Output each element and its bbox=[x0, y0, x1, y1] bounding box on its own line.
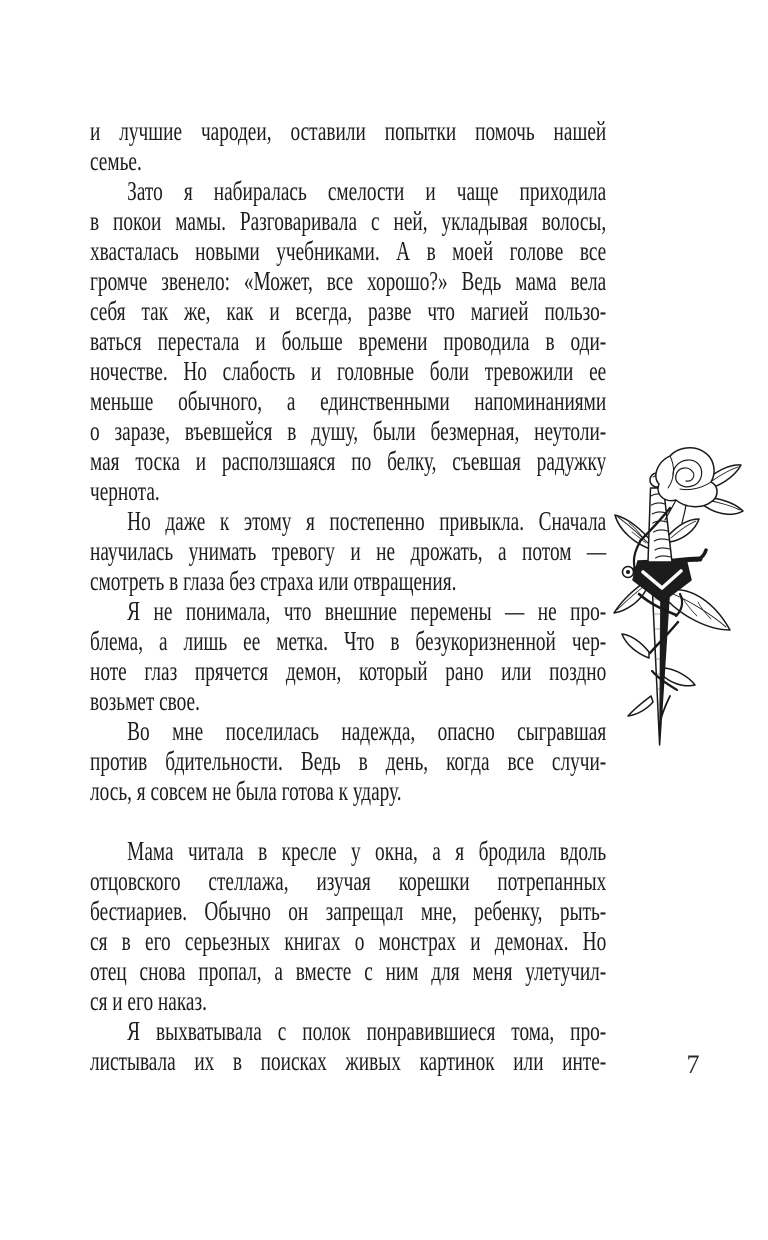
text-line: и лучшие чародеи, оставили попытки помочь нашей bbox=[90, 116, 607, 146]
paragraph bbox=[90, 506, 606, 596]
text-line: ся и его наказ. bbox=[90, 986, 207, 1016]
text-line: в покои мамы. Разговаривала с ней, укладывая волосы, bbox=[90, 206, 607, 236]
text-line: против бдительности. Ведь в день, когда все случи- bbox=[90, 746, 607, 776]
rose-dagger-illustration bbox=[612, 444, 747, 754]
text-line: лось, я совсем не была готова к удару. bbox=[90, 776, 402, 806]
text-line: бестиариев. Обычно он запрещал мне, ребенку, рыть- bbox=[90, 896, 607, 926]
text-line: Но даже к этому я постепенно привыкла. Сначала bbox=[127, 506, 607, 536]
text-line: семье. bbox=[90, 146, 142, 176]
text-line: научилась унимать тревогу и не дрожать, а потом — bbox=[90, 536, 607, 566]
text-line: смотреть в глаза без страха или отвращения. bbox=[90, 566, 457, 596]
text-line: листывала их в поисках живых картинок или инте- bbox=[90, 1046, 607, 1076]
text-line: ноте глаз прячется демон, который рано или поздно bbox=[90, 656, 607, 686]
text-line: отец снова пропал, а вместе с ним для меня улетучил- bbox=[90, 956, 607, 986]
text-line: Я выхватывала с полок понравившиеся тома, про- bbox=[127, 1016, 607, 1046]
text-block bbox=[90, 116, 606, 1076]
text-line: о заразе, въевшейся в душу, были безмерная, неутоли- bbox=[90, 416, 607, 446]
text-line: Во мне поселилась надежда, опасно сыгравшая bbox=[127, 716, 607, 746]
text-line: отцовского стеллажа, изучая корешки потрепанных bbox=[90, 866, 607, 896]
paragraph bbox=[90, 176, 606, 506]
text-line: Я не понимала, что внешние перемены — не про- bbox=[127, 596, 607, 626]
text-line: ночестве. Но слабость и головные боли тревожили ее bbox=[90, 356, 607, 386]
paragraph bbox=[90, 1016, 606, 1076]
text-line: Зато я набиралась смелости и чаще приходила bbox=[127, 176, 607, 206]
text-line: мая тоска и расползшаяся по белку, съевшая радужку bbox=[90, 446, 607, 476]
text-line: хвасталась новыми учебниками. А в моей голове все bbox=[90, 236, 607, 266]
text-line: меньше обычного, а единственными напоминаниями bbox=[90, 386, 607, 416]
paragraph bbox=[90, 716, 606, 806]
page-number: 7 bbox=[686, 1050, 700, 1079]
paragraph bbox=[90, 116, 606, 176]
text-line: громче звенело: «Может, все хорошо?» Ведь мама вела bbox=[90, 266, 607, 296]
text-line: ваться перестала и больше времени проводила в оди- bbox=[90, 326, 607, 356]
text-line: возьмет свое. bbox=[90, 686, 200, 716]
text-line: блема, а лишь ее метка. Что в безукоризненной чер- bbox=[90, 626, 607, 656]
paragraph bbox=[90, 596, 606, 716]
text-line: чернота. bbox=[90, 476, 160, 506]
text-line: себя так же, как и всегда, разве что магией пользо- bbox=[90, 296, 607, 326]
text-line: ся в его серьезных книгах о монстрах и демонах. Но bbox=[90, 926, 607, 956]
paragraph bbox=[90, 836, 606, 1016]
text-line: Мама читала в кресле у окна, а я бродила вдоль bbox=[127, 836, 607, 866]
